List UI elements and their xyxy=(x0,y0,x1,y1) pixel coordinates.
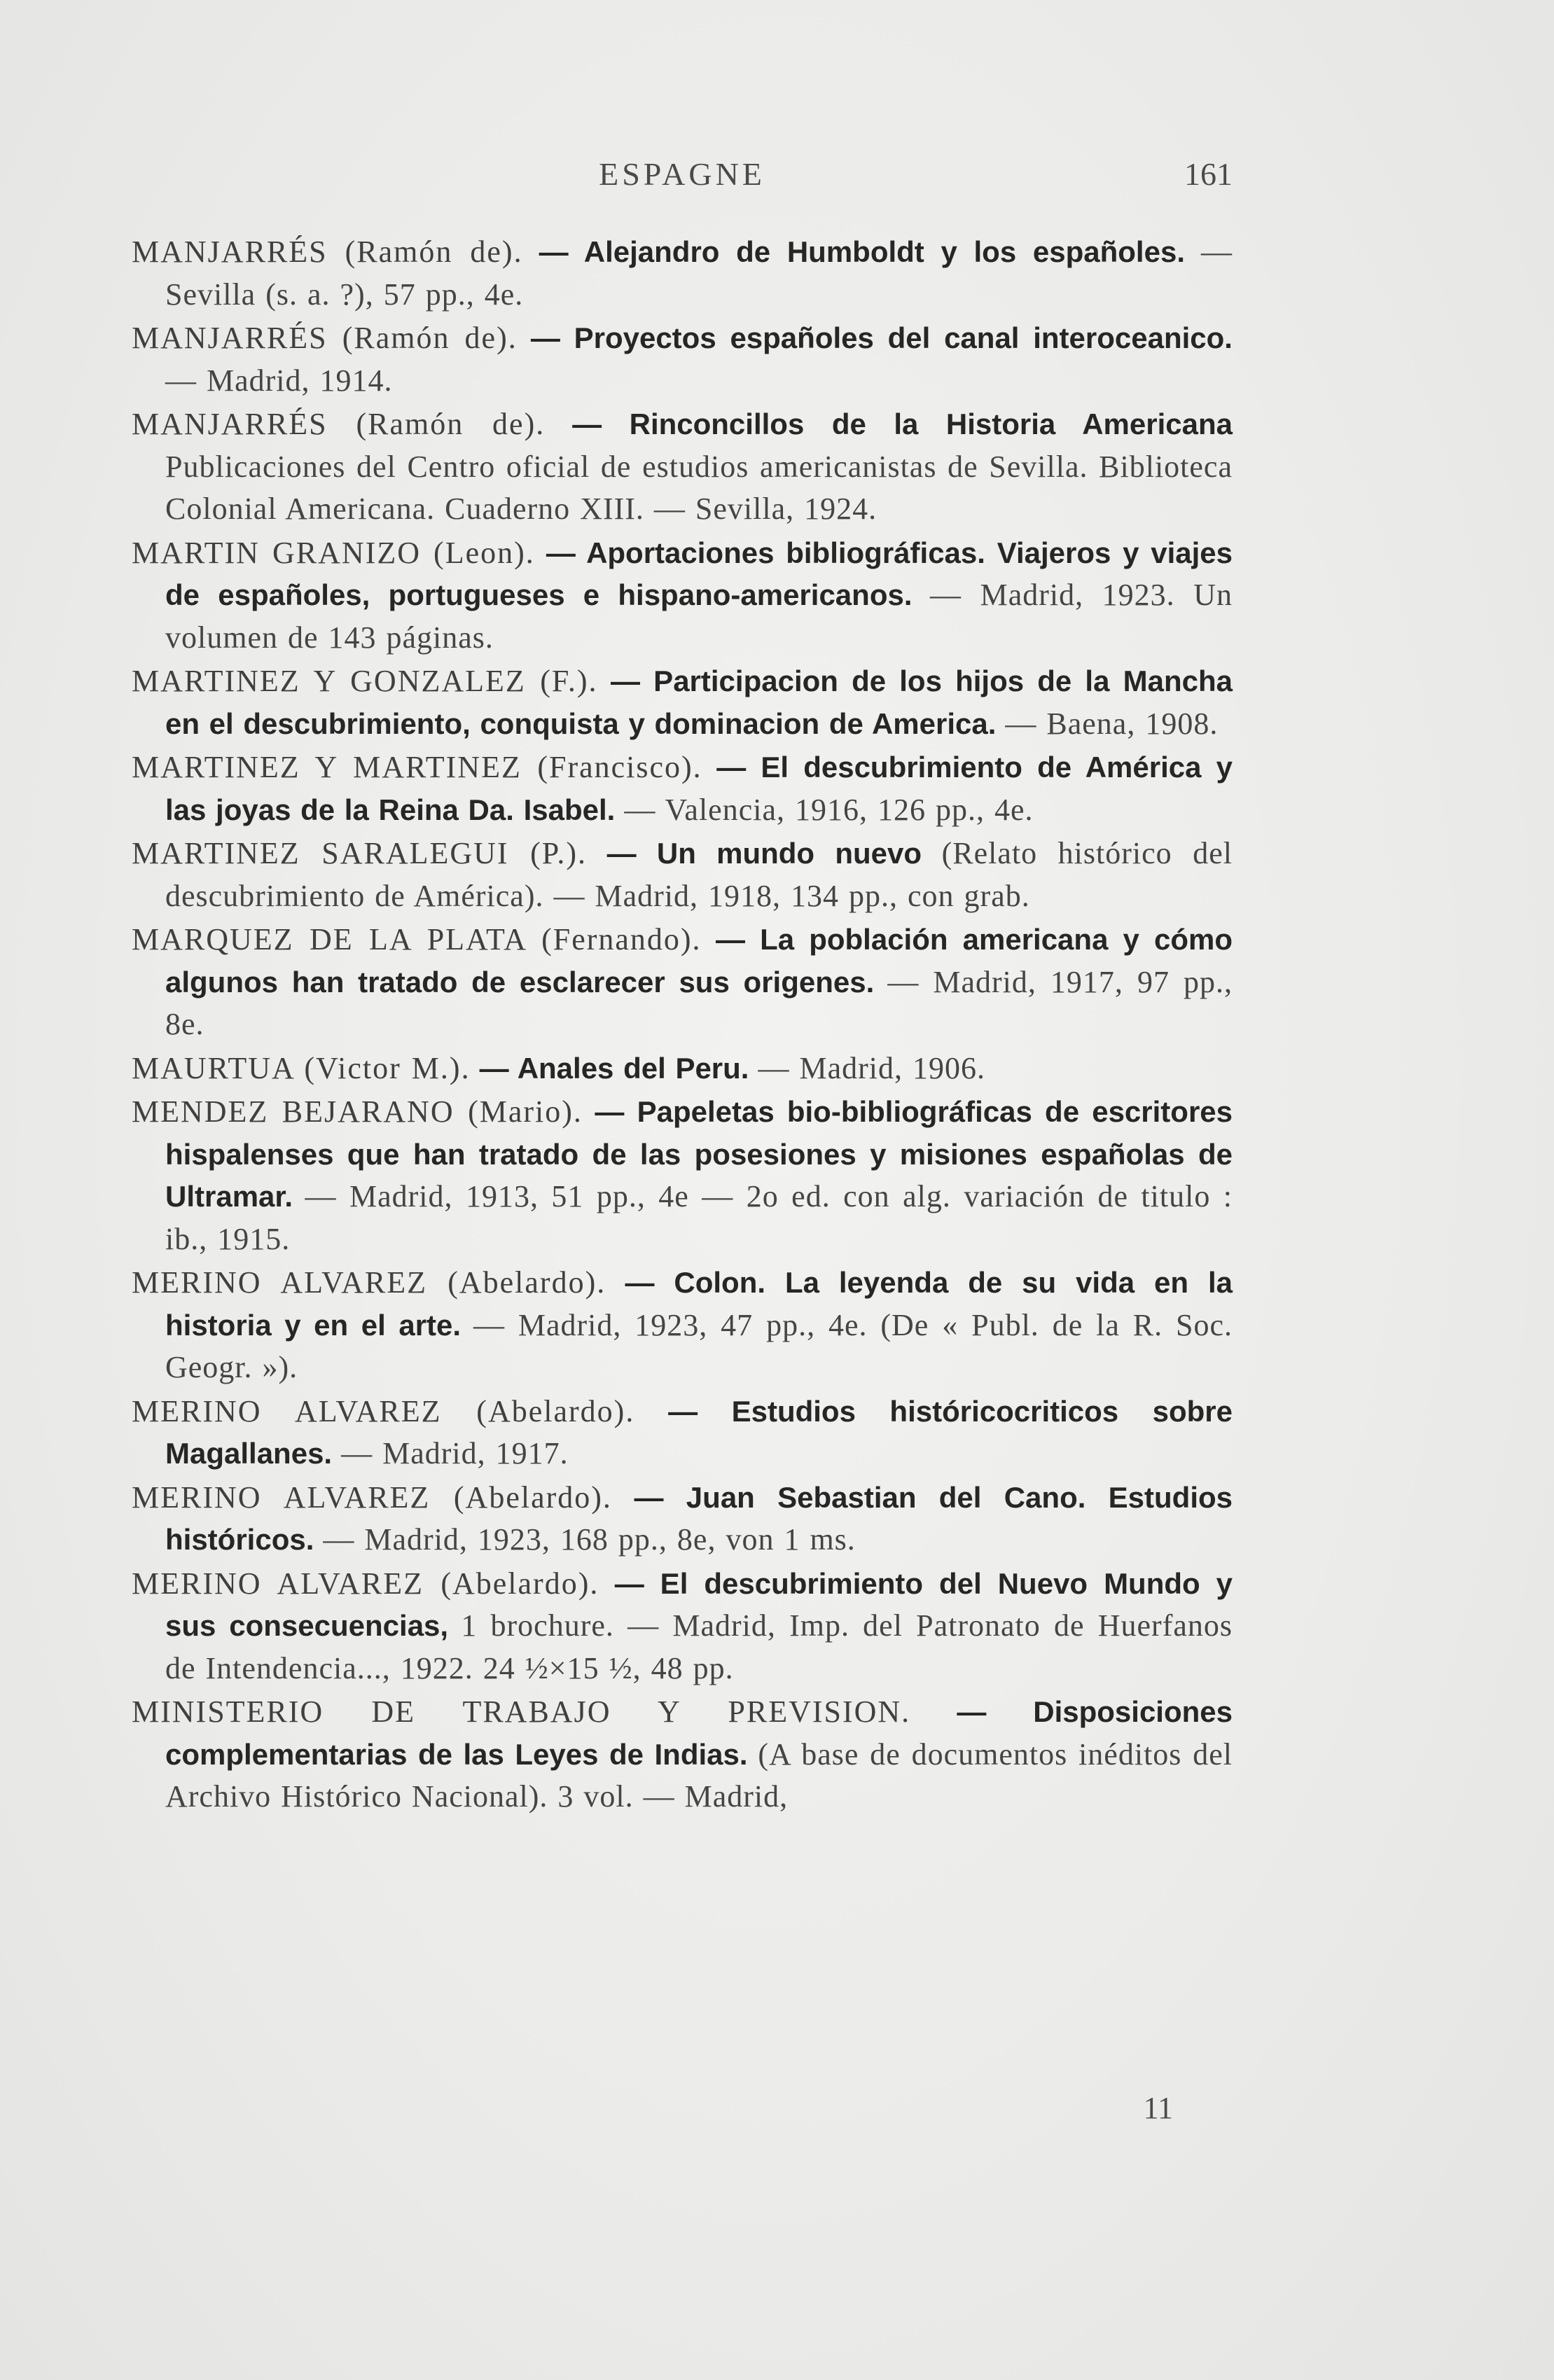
entry-author: MERINO ALVAREZ (Abelardo). xyxy=(132,1480,612,1515)
entry-author: MAURTUA (Victor M.). xyxy=(132,1050,471,1085)
entry-title: — Rinconcillos de la Historia Americana xyxy=(572,408,1233,440)
bibliography-entry xyxy=(132,231,1233,316)
bibliography-entry xyxy=(132,746,1233,831)
entry-publication: — Madrid, 1923, 168 pp., 8e, von 1 ms. xyxy=(323,1522,856,1557)
bibliography-entry xyxy=(132,1691,1233,1818)
entry-title: — Participacion de los hijos de la Mancha en el descubrimiento, conquista y dominacion de America. xyxy=(165,664,1233,740)
bibliography-entry xyxy=(132,532,1233,660)
entry-author: MARTINEZ Y GONZALEZ (F.). xyxy=(132,664,598,698)
entry-publication: (Relato histórico del descubrimiento de América). — Madrid, 1918, 134 pp., con grab. xyxy=(165,836,1233,913)
entry-title: — Alejandro de Humboldt y los españoles. xyxy=(539,235,1185,268)
bibliography-entry xyxy=(132,660,1233,745)
entry-author: MERINO ALVAREZ (Abelardo). xyxy=(132,1393,635,1428)
entry-title: — La población americana y cómo algunos han tratado de esclarecer sus origenes. xyxy=(165,923,1233,998)
entry-publication: (A base de documentos inéditos del Archivo Histórico Nacional). 3 vol. — Madrid, xyxy=(165,1737,1233,1814)
bibliography-entry xyxy=(132,1091,1233,1260)
entry-publication: — Madrid, 1923, 47 pp., 4e. (De « Publ. de la R. Soc. Geogr. »). xyxy=(165,1307,1233,1384)
entry-author: MENDEZ BEJARANO (Mario). xyxy=(132,1094,583,1129)
bibliography-entry xyxy=(132,403,1233,531)
page-footer xyxy=(132,2090,1233,2132)
entry-publication: 1 brochure. — Madrid, Imp. del Patronato de Huerfanos de Intendencia..., 1922. 24 ½×15 ½, 48 pp. xyxy=(165,1608,1233,1685)
entry-author: MANJARRÉS (Ramón de). xyxy=(132,407,546,441)
entry-author: MARTINEZ SARALEGUI (P.). xyxy=(132,836,588,870)
entry-title: — Colon. La leyenda de su vida en la historia y en el arte. xyxy=(165,1266,1233,1342)
entry-publication: — Sevilla (s. a. ?), 57 pp., 4e. xyxy=(165,235,1233,312)
entry-author: MERINO ALVAREZ (Abelardo). xyxy=(132,1265,606,1300)
entry-author: MARTIN GRANIZO (Leon). xyxy=(132,535,535,570)
entry-title: — Papeletas bio-bibliográficas de escritores hispalenses que han tratado de las posesiones y misiones españolas de Ultramar. xyxy=(165,1095,1233,1213)
entry-title: — Anales del Peru. xyxy=(479,1051,749,1085)
entry-author: MANJARRÉS (Ramón de). xyxy=(132,235,523,269)
bibliography-entry xyxy=(132,1563,1233,1690)
entry-author: MINISTERIO DE TRABAJO Y PREVISION. xyxy=(132,1694,911,1729)
entry-title: — Estudios históricocriticos sobre Magallanes. xyxy=(165,1394,1233,1470)
bibliography-entry xyxy=(132,1048,1233,1090)
entry-author: MARQUEZ DE LA PLATA (Fernando). xyxy=(132,922,702,956)
entry-publication: — Baena, 1908. xyxy=(1005,706,1219,741)
entry-publication: — Madrid, 1923. Un volumen de 143 páginas. xyxy=(165,578,1233,655)
entry-publication: Publicaciones del Centro oficial de estudios americanistas de Sevilla. Biblioteca Colonial Americana. Cuaderno XIII. — Sevilla, 1924. xyxy=(165,449,1233,526)
entry-publication: — Madrid, 1913, 51 pp., 4e — 2o ed. con alg. variación de titulo : ib., 1915. xyxy=(165,1179,1233,1256)
entry-title: — Juan Sebastian del Cano. Estudios históricos. xyxy=(165,1480,1233,1556)
bibliography-entry xyxy=(132,1262,1233,1389)
signature-mark: 11 xyxy=(1143,2091,1173,2125)
bibliography-entry xyxy=(132,317,1233,402)
entry-publication: — Madrid, 1917, 97 pp., 8e. xyxy=(165,964,1233,1041)
entry-title: — Proyectos españoles del canal interoceanico. xyxy=(530,321,1233,354)
entry-publication: — Madrid, 1906. xyxy=(758,1050,986,1085)
bibliography-entry xyxy=(132,919,1233,1046)
entry-author: MANJARRÉS (Ramón de). xyxy=(132,321,518,355)
entry-author: MARTINEZ Y MARTINEZ (Francisco). xyxy=(132,750,702,784)
page-number: 161 xyxy=(1184,156,1233,192)
entry-title: — Un mundo nuevo xyxy=(606,837,922,870)
bibliography-entry xyxy=(132,1477,1233,1561)
entry-publication: — Madrid, 1917. xyxy=(341,1436,569,1470)
bibliography-entry xyxy=(132,833,1233,917)
bibliography-entry xyxy=(132,1391,1233,1475)
entry-title: — El descubrimiento del Nuevo Mundo y sus consecuencias, xyxy=(165,1566,1233,1642)
entry-author: MERINO ALVAREZ (Abelardo). xyxy=(132,1566,599,1601)
running-title: ESPAGNE xyxy=(599,156,765,192)
bibliography-list xyxy=(132,231,1233,1820)
entry-title: — Aportaciones bibliográficas. Viajeros y viajes de españoles, portugueses e hispano-americanos. xyxy=(165,536,1233,611)
entry-title: — El descubrimiento de América y las joyas de la Reina Da. Isabel. xyxy=(165,751,1233,826)
entry-publication: — Valencia, 1916, 126 pp., 4e. xyxy=(624,792,1034,827)
entry-publication: — Madrid, 1914. xyxy=(165,363,393,398)
entry-title: — Disposiciones complementarias de las Leyes de Indias. xyxy=(165,1695,1233,1771)
page-header xyxy=(132,155,1233,197)
